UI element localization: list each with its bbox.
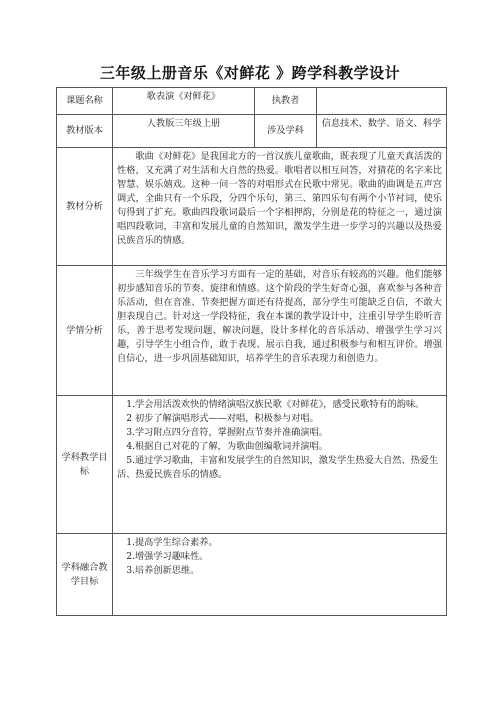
teaching-goals-list: [113, 396, 447, 534]
goal-item: 2 初步了解演唱形式——对唱，积极参与对唱。: [126, 413, 319, 424]
integration-goal-item: 3.培养创新思维。: [126, 565, 200, 576]
lesson-name-label: 课题名称: [57, 88, 113, 115]
goal-item: 5.通过学习歌曲，丰富和发展学生的自然知识，激发学生热爱大自然、热爱生活、热爱民族音乐的情感。: [117, 455, 439, 480]
row-student-analysis: [57, 266, 447, 396]
row-teaching-goals: [57, 396, 447, 534]
integration-goals-list: [113, 534, 447, 616]
student-analysis-text: 三年级学生在音乐学习方面有一定的基础，对音乐有较高的兴趣。他们能够初步感知音乐的节奏、旋律和情感。这个阶段的学生好奇心强，喜欢参与各种音乐活动，但在音准、节奏把握方面还有待提高，部分学生可能缺乏自信，不敢大胆表现自己。针对这一学段特征，我在本课的教学设计中，注重引导学生聆听音乐，善于思考发现问题、解决问题，设计多样化的音乐活动、增强学生学习兴趣，引导学生小组合作，敢于表现、展示自我，通过积极参与和相互评价。增强自信心，进一步巩固基础知识，培养学生的音乐表现力和创造力。: [113, 266, 447, 396]
teaching-goals-label: 学科教学目标: [57, 396, 113, 534]
material-analysis-label: 教材分析: [57, 148, 113, 266]
material-analysis-text: 歌曲《对鲜花》是我国北方的一首汉族儿童歌曲，既表现了儿童天真活泼的性格，又充满了对生活和大自然的热爱。歌唱者以相互问答，对猜花的名字来比智慧、娱乐嬉戏。这种一问一答的对唱形式在民歌中常见。歌曲的曲调是五声宫调式，全曲只有一个乐段，分四个乐句，第三、第四乐句有两个小节衬词，使乐句得到了扩充。歌曲四段歌词最后一个字相押韵，分别是花的特征之一，通过演唱四段歌词，丰富和发展儿童的自然知识，激发学生进一步学习的兴趣以及热爱民族音乐的情感。: [113, 148, 447, 266]
goal-item: 1.学会用活泼欢快的情绪演唱汉族民歌《对鲜花》，感受民歌特有的韵味。: [126, 399, 425, 410]
lesson-plan-table: [56, 87, 447, 616]
teacher-value: [317, 88, 447, 115]
row-integration-goals: [57, 534, 447, 616]
teacher-label: 执教者: [255, 88, 317, 115]
student-analysis-label: 学情分析: [57, 266, 113, 396]
page-title: 三年级上册音乐《对鲜花 》跨学科教学设计: [99, 64, 401, 82]
lesson-name-value: 歌表演《对鲜花》: [113, 88, 255, 115]
edition-value: 人教版三年级上册: [113, 115, 255, 148]
row-edition: [57, 115, 447, 148]
integration-goals-label: 学科融合教学目标: [57, 534, 113, 616]
goal-item: 4.根据自己对花的了解，为歌曲创编歌词并演唱。: [126, 441, 328, 452]
edition-label: 教材版本: [57, 115, 113, 148]
integration-goal-item: 2.增强学习趣味性。: [126, 551, 209, 562]
integration-goal-item: 1.提高学生综合素养。: [126, 537, 218, 548]
subjects-label: 涉及学科: [255, 115, 317, 148]
goal-item: 3.学习附点四分音符，掌握附点节奏并准确演唱。: [126, 427, 328, 438]
row-lesson-title: [57, 88, 447, 115]
subjects-value: 信息技术、数学、语文、科学: [317, 115, 447, 148]
row-material-analysis: [57, 148, 447, 266]
